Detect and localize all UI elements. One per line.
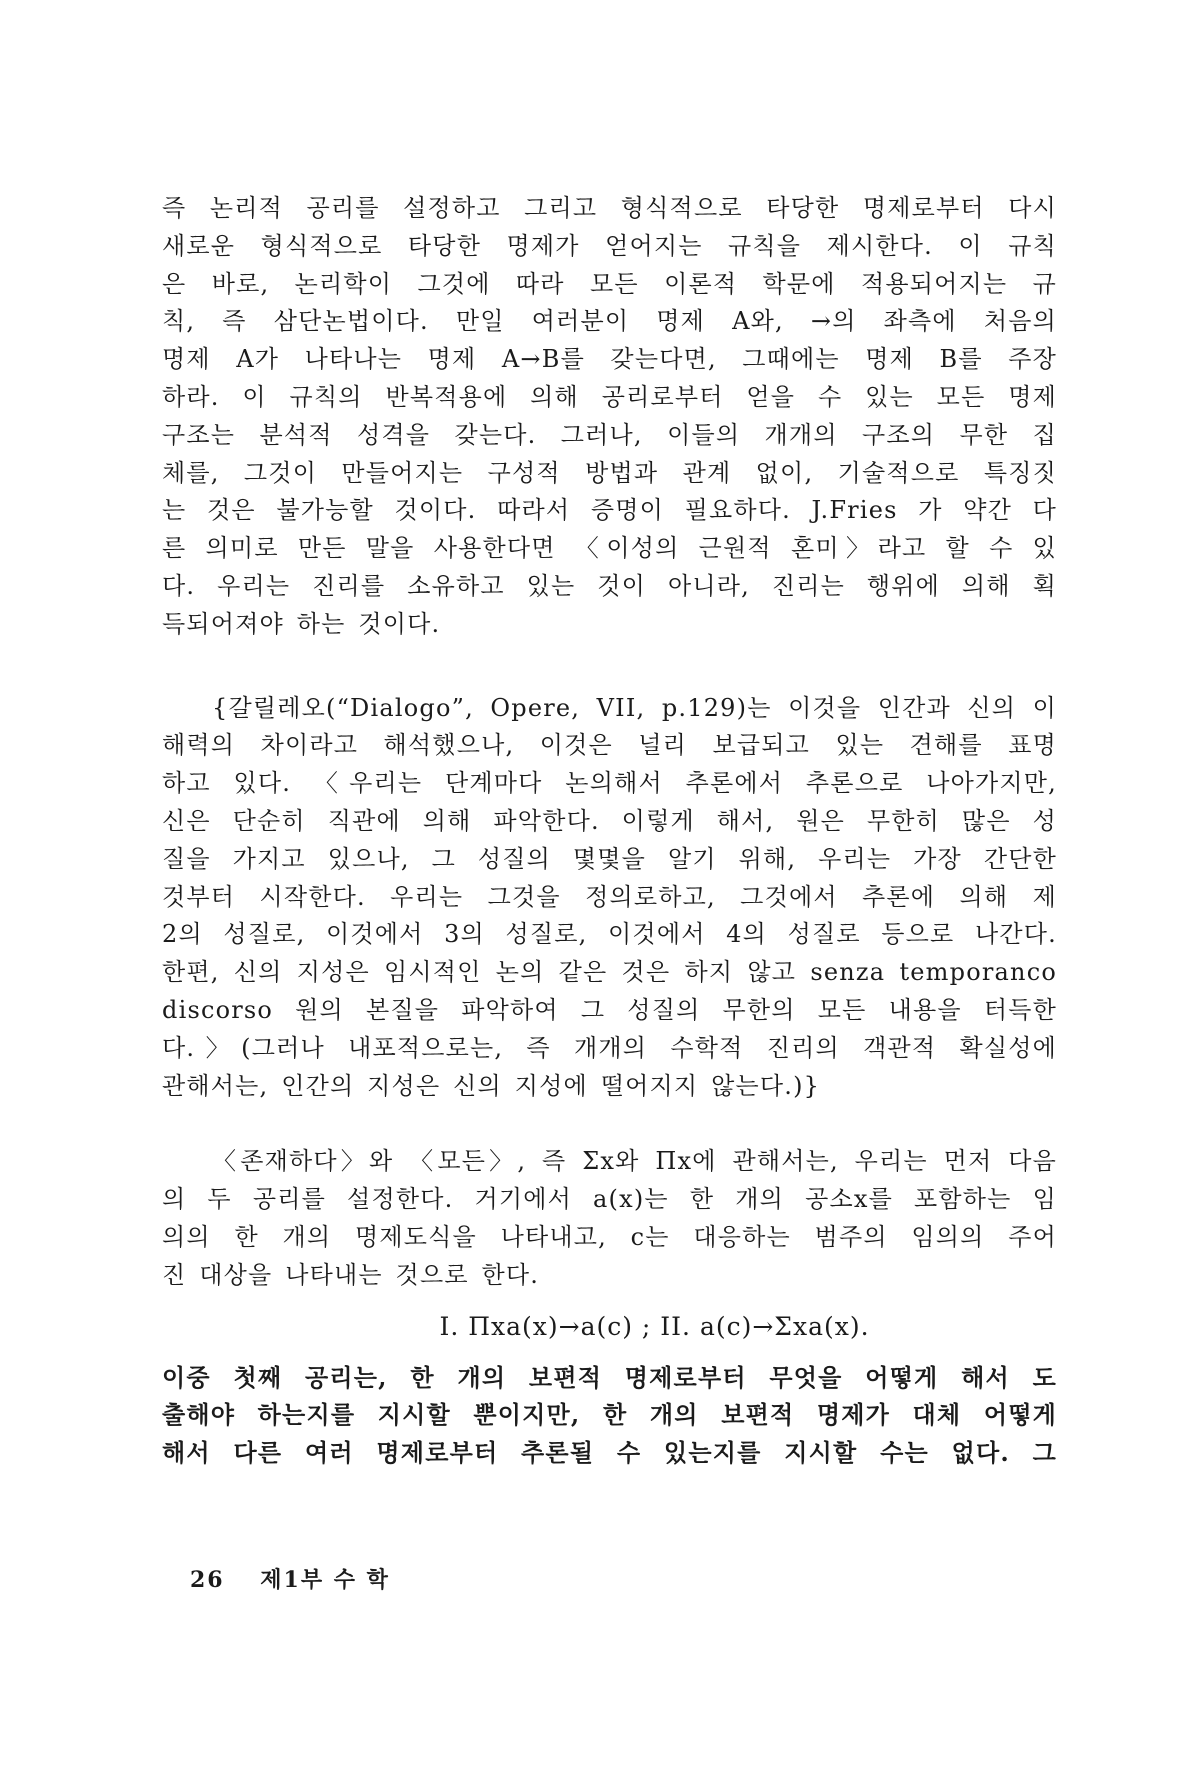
page-body [162, 190, 1057, 1472]
text-line: 것부터 시작한다. 우리는 그것을 정의로하고, 그것에서 추론에 의해 제 [162, 882, 1057, 911]
axiom-formula: I. Πxa(x)→a(c) ; II. a(c)→Σxa(x). [439, 1311, 870, 1341]
text-line: 즉 논리적 공리를 설정하고 그리고 형식적으로 타당한 명제로부터 다시 [162, 194, 1057, 222]
paragraph-1 [162, 190, 1057, 644]
text-line: 다.〉(그러나 내포적으로는, 즉 개개의 수학적 진리의 객관적 확실성에 [162, 1033, 1057, 1062]
text-line: discorso 원의 본질을 파악하여 그 성질의 무한의 모든 내용을 터득한 [162, 995, 1057, 1024]
text-line: 의 두 공리를 설정한다. 거기에서 a(x)는 한 개의 공소x를 포함하는 임 [162, 1185, 1057, 1214]
text-line: 칙, 즉 삼단논법이다. 만일 여러분이 명제 A와, →의 좌측에 처음의 [162, 307, 1057, 336]
text-line: 신은 단순히 직관에 의해 파악한다. 이렇게 해서, 원은 무한히 많은 성 [162, 806, 1057, 835]
text-line: 해서 다른 여러 명제로부터 추론될 수 있는지를 지시할 수는 없다. 그 [162, 1438, 1057, 1468]
text-line: 〈존재하다〉와 〈모든〉, 즉 Σx와 Πx에 관해서는, 우리는 먼저 다음 [212, 1147, 1057, 1176]
text-line: 이중 첫째 공리는, 한 개의 보편적 명제로부터 무엇을 어떻게 해서 도 [162, 1362, 1057, 1392]
text-line: 질을 가지고 있으나, 그 성질의 몇몇을 알기 위해, 우리는 가장 간단한 [162, 844, 1057, 873]
section-title: 제1부 수 학 [260, 1567, 390, 1593]
paragraph-4 [162, 1359, 1057, 1472]
text-line: 체를, 그것이 만들어지는 구성적 방법과 관계 없이, 기술적으로 특징짓 [162, 458, 1057, 487]
text-line: 은 바로, 논리학이 그것에 따라 모든 이론적 학문에 적용되어지는 규 [162, 269, 1057, 298]
text-line: 명제 A가 나타나는 명제 A→B를 갖는다면, 그때에는 명제 B를 주장 [162, 345, 1057, 374]
text-line: 2의 성질로, 이것에서 3의 성질로, 이것에서 4의 성질로 등으로 나간다. [162, 920, 1057, 949]
page-footer [190, 1563, 390, 1594]
text-line: 구조는 분석적 성격을 갖는다. 그러나, 이들의 개개의 구조의 무한 집 [162, 420, 1057, 449]
text-line: 는 것은 불가능할 것이다. 따라서 증명이 필요하다. J.Fries 가 약간 다 [162, 496, 1057, 525]
text-line: 득되어져야 하는 것이다. [162, 609, 441, 638]
text-line: 의의 한 개의 명제도식을 나타내고, c는 대응하는 범주의 임의의 주어 [162, 1222, 1057, 1251]
text-line: 하고 있다. 〈우리는 단계마다 논의해서 추론에서 추론으로 나아가지만, [162, 769, 1057, 798]
text-line: {갈릴레오(“Dialogo”, Opere, VII, p.129)는 이것을 인간과 신의 이 [212, 693, 1057, 722]
paragraph-3 [162, 1143, 1057, 1294]
page-number: 26 [190, 1567, 225, 1593]
text-line: 해력의 차이라고 해석했으나, 이것은 널리 보급되고 있는 견해를 표명 [162, 731, 1057, 760]
text-line: 출해야 하는지를 지시할 뿐이지만, 한 개의 보편적 명제가 대체 어떻게 [162, 1400, 1057, 1430]
text-line: 하라. 이 규칙의 반복적용에 의해 공리로부터 얻을 수 있는 모든 명제 [162, 382, 1057, 411]
text-line: 진 대상을 나타내는 것으로 한다. [162, 1260, 540, 1289]
text-line: 새로운 형식적으로 타당한 명제가 얻어지는 규칙을 제시한다. 이 규칙 [162, 231, 1057, 260]
paragraph-2-quotation [162, 690, 1057, 1106]
text-line: 다. 우리는 진리를 소유하고 있는 것이 아니라, 진리는 행위에 의해 획 [162, 571, 1057, 600]
text-line: 관해서는, 인간의 지성은 신의 지성에 떨어지지 않는다.)} [162, 1071, 821, 1100]
text-line: 른 의미로 만든 말을 사용한다면 〈이성의 근원적 혼미〉라고 할 수 있 [162, 534, 1057, 563]
text-line: 한편, 신의 지성은 임시적인 논의 같은 것은 하지 않고 senza temporanco [162, 958, 1057, 987]
